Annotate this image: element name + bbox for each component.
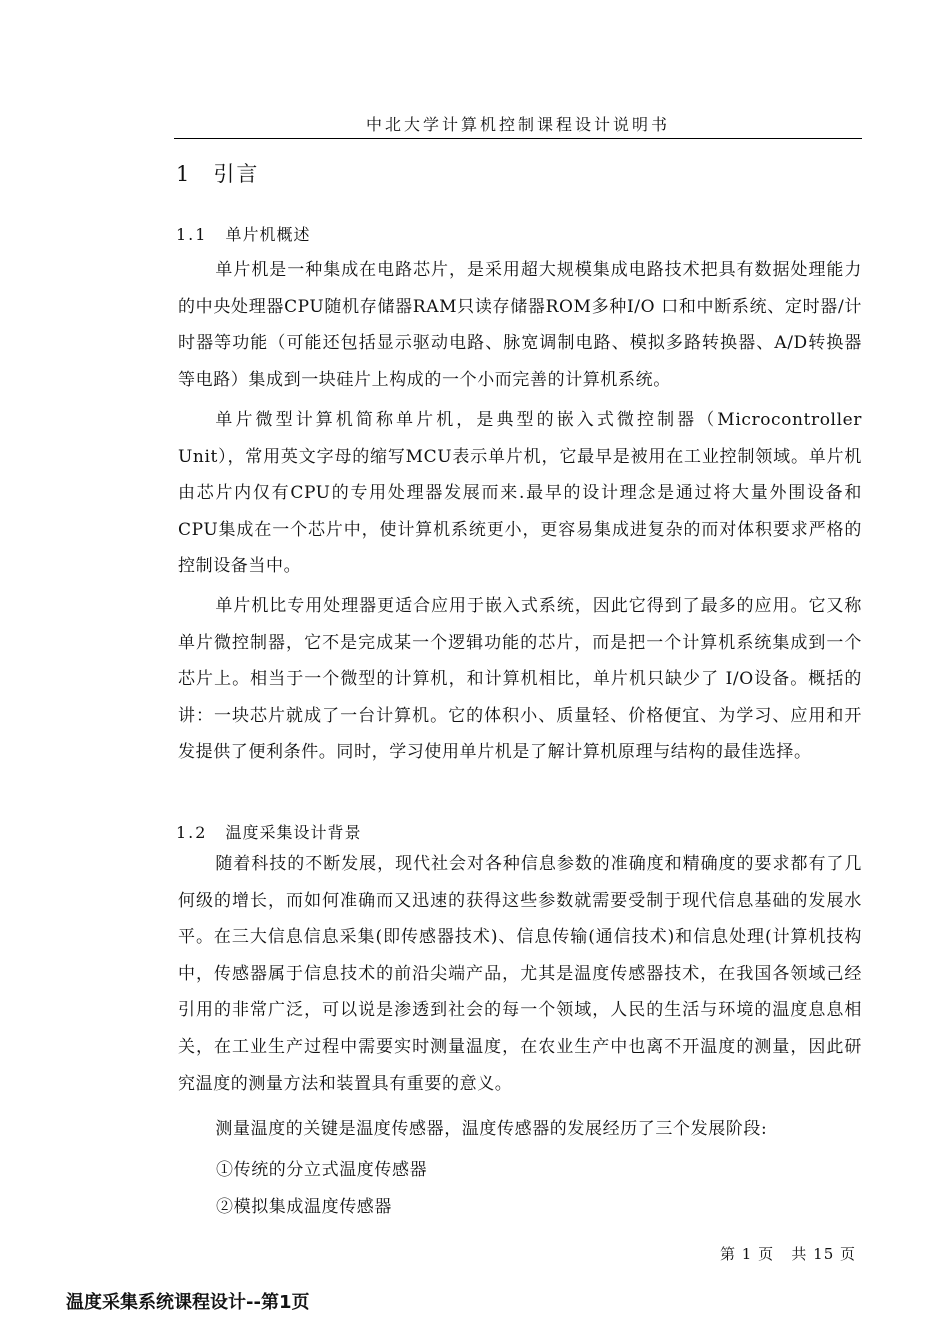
paragraph: 随着科技的不断发展，现代社会对各种信息参数的准确度和精确度的要求都有了几何级的增长，而如何准确而又迅速的获得这些参数就需要受制于现代信息基础的发展水平。在三大信息信息采集(即传感器技术)、信息传输(通信技术)和信息处理(计算机技构中，传感器属于信息技术的前沿尖端产品，尤其是温度传感器技术，在我国各领域己经引用的非常广泛，可以说是渗透到社会的每一个领域，人民的生活与环境的温度息息相关，在工业生产过程中需要实时测量温度，在农业生产中也离不开温度的测量，因此研究温度的测量方法和装置具有重要的意义。 xyxy=(178,854,862,1094)
list-item: ①传统的分立式温度传感器 xyxy=(216,1160,428,1180)
subsection-number: 1.2 xyxy=(176,823,208,842)
paragraph: 单片机比专用处理器更适合应用于嵌入式系统，因此它得到了最多的应用。它又称单片微控制器，它不是完成某一个逻辑功能的芯片，而是把一个计算机系统集成到一个芯片上。相当于一个微型的计算机，和计算机相比，单片机只缺少了 I/O设备。概括的讲：一块芯片就成了一台计算机。它的体积小、质量轻、价格便宜、为学习、应用和开发提供了便利条件。同时，学习使用单片机是了解计算机原理与结构的最佳选择。 xyxy=(178,596,862,763)
subsection-heading-1-2 xyxy=(176,820,361,843)
section-title: 引言 xyxy=(213,162,260,186)
paragraph: 单片微型计算机简称单片机，是典型的嵌入式微控制器（Microcontroller Unit），常用英文字母的缩写MCU表示单片机，它最早是被用在工业控制领域。单片机由芯片内仅有CPU的专用处理器发展而来.最早的设计理念是通过将大量外围设备和 CPU集成在一个芯片中，使计算机系统更小，更容易集成进复杂的而对体积要求严格的控制设备当中。 xyxy=(178,410,862,577)
header-divider xyxy=(174,138,862,139)
document-caption: 温度采集系统课程设计--第1页 xyxy=(66,1292,310,1313)
list-item: ②模拟集成温度传感器 xyxy=(216,1197,392,1217)
subsection-number: 1.1 xyxy=(176,225,208,244)
subsection-heading-1-1 xyxy=(176,222,310,245)
section-number: 1 xyxy=(176,162,192,186)
paragraph: 测量温度的关键是温度传感器，温度传感器的发展经历了三个发展阶段: xyxy=(215,1119,768,1139)
paragraph: 单片机是一种集成在电路芯片，是采用超大规模集成电路技术把具有数据处理能力的中央处理器CPU随机存储器RAM只读存储器ROM多种I/O 口和中断系统、定时器/计时器等功能（可能还包括显示驱动电路、脉宽调制电路、模拟多路转换器、A/D转换器等电路）集成到一块硅片上构成的一个小而完善的计算机系统。 xyxy=(178,260,862,390)
subsection-title: 单片机概述 xyxy=(225,225,311,244)
section-heading-1 xyxy=(176,158,259,188)
page-header-title: 中北大学计算机控制课程设计说明书 xyxy=(365,115,670,134)
page-number: 第 1 页 共 15 页 xyxy=(720,1245,857,1263)
subsection-title: 温度采集设计背景 xyxy=(225,823,362,842)
